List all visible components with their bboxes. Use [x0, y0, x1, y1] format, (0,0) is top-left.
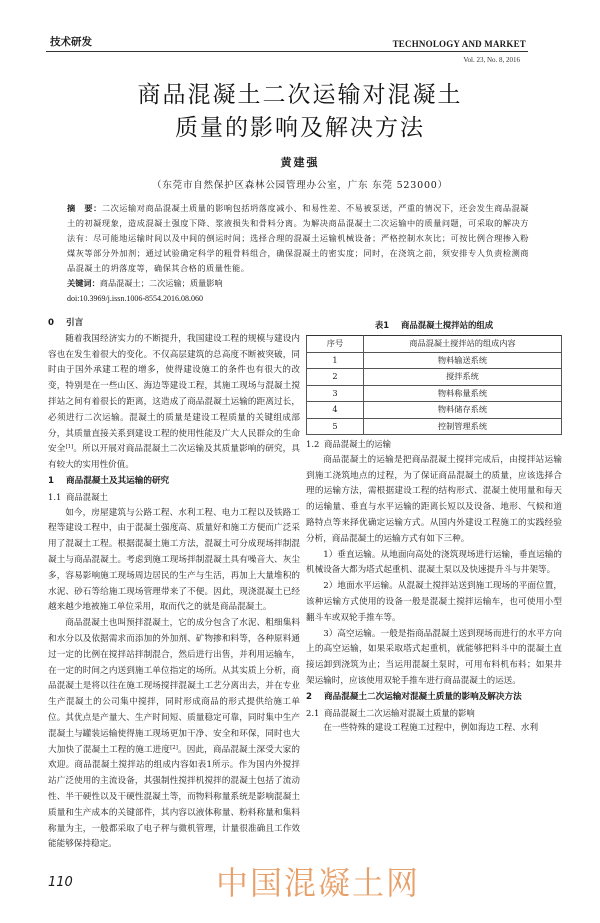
journal-name: TECHNOLOGY AND MARKET	[392, 39, 526, 49]
section-heading-2	[306, 690, 562, 706]
running-header	[46, 34, 528, 52]
page-footer	[48, 863, 528, 903]
table-cell: 5	[307, 418, 364, 435]
article-title-line-1: 商品混凝土二次运输对混凝土	[137, 82, 463, 108]
table-cell: 1	[307, 352, 364, 369]
page-number: 110	[48, 875, 73, 891]
section-number: 1	[48, 475, 54, 486]
subsection-heading-2-1	[306, 706, 562, 722]
paragraph: 在一些特殊的建设工程施工过程中，例如海边工程、水利	[323, 723, 539, 734]
table-mixing-station-components	[306, 335, 562, 435]
table-cell: 搅拌系统	[364, 369, 562, 386]
keywords-text: 商品混凝土；二次运输；质量影响	[99, 278, 223, 288]
table-cell: 物料储存系统	[364, 402, 562, 419]
article-title-line-2: 质量的影响及解决方法	[175, 115, 425, 141]
subsection-title: 商品混凝土二次运输对混凝土质量的影响	[324, 707, 475, 718]
table-cell: 物料称量系统	[364, 385, 562, 402]
table-header-cell: 序号	[307, 336, 364, 353]
article-author: 黄建强	[280, 156, 320, 169]
table-cell: 控制管理系统	[364, 418, 562, 435]
citation-ref[interactable]: [2]	[170, 744, 178, 751]
subsection-heading-1-1	[48, 490, 300, 506]
paragraph: 1）垂直运输。从地面向高处的浇筑现场进行运输，垂直运输的机械设备大都为塔式起重机、混凝土泵以及快速提升斗与井架等。	[306, 549, 562, 576]
paragraph: 2）地面水平运输。从混凝土搅拌站送到施工现场的平面位置，该种运输方式使用的设备一般是混凝土搅拌运输车，也可使用小型翻斗车或双轮手推车等。	[306, 581, 562, 623]
left-column	[48, 316, 300, 853]
abstract	[67, 201, 529, 276]
citation-ref[interactable]: [1]	[65, 444, 74, 451]
subsection-heading-1-2	[306, 437, 562, 453]
body-columns	[48, 316, 562, 853]
author-affiliation: （东莞市自然保护区森林公园管理办公室，广东 东莞 523000）	[152, 180, 448, 191]
subsection-number: 1.2	[306, 439, 320, 449]
table-header-cell: 商品混凝土搅拌站的组成内容	[364, 336, 562, 353]
section-title: 引言	[66, 318, 84, 328]
journal-section-label: 技术研发	[50, 36, 92, 48]
abstract-text: 二次运输对商品混凝土质量的影响包括坍落度减小、和易性差、不易被泵送，严重的情况下，还会发生商品混凝土的初凝现象，造成混凝土强度下降、浆液损失和骨料分离。为解决商品混凝土二次运输中的质量问题，可采取的解决方法有：尽可能地运输时间以及中间的倒运时间；选择合理的混凝土运输机械设备；严格控制水灰比；可按比例合理掺入粉煤灰等部分外加剂；通过试验确定科学的粗骨料组合，确保混凝土的密实度；同时，在浇筑之前，须安排专人负责检测商品混凝土的坍落度等，确保其合格的质量性能。	[67, 203, 529, 273]
table-caption	[306, 318, 562, 333]
paragraph-text: 。因此，商品混凝土深受大家的欢迎。商品混凝土搅拌站的组成内容如表1所示。作为国内外搅拌站广泛使用的主流设备，其强制性搅拌机搅拌的混凝土包括了流动性、半干硬性以及干硬性混凝土等，而物料称量系统是影响混凝土质量和生产成本的关键部件，其内容以液体称量、粉料称量和集料称量为主，一般都采取了电子秤与微机管理，计量很准确且工作效能能够保持稳定。	[48, 744, 300, 850]
subsection-title: 商品混凝土	[66, 491, 108, 502]
table-row	[307, 369, 562, 386]
keywords	[67, 276, 528, 291]
table-cell: 4	[307, 402, 364, 419]
keywords-label: 关键词：	[67, 278, 100, 288]
paragraph: 如今，房屋建筑与公路工程、水利工程、电力工程以及铁路工程等建设工程中，由于混凝土强度高、质量好和施工方便而广泛采用了混凝土工程。根据混凝土施工方法，混凝土可分成现场拌制混凝土与商品混凝土。考虑到施工现场拌制混凝土具有噪音大、灰尘多，容易影响施工现场周边居民的生产与生活，再加上大量堆积的水泥、砂石等给施工现场管理带来了不便。因此，现浇混凝土已经越来越少地被施工单位采用，取而代之的就是商品混凝土。	[48, 507, 300, 613]
table-title: 商品混凝土搅拌站的组成	[401, 320, 494, 330]
doi: doi:10.3969/j.issn.1006-8554.2016.08.060	[67, 294, 204, 303]
section-title: 商品混凝土二次运输对混凝土质量的影响及解决方法	[324, 691, 522, 702]
table-number: 表1	[374, 320, 390, 330]
subsection-number: 1.1	[48, 491, 62, 502]
paragraph-text: 商品混凝土也叫预拌混凝土，它的成分包含了水泥、粗细集料和水分以及依据需求而添加的外加剂、矿物掺和料等，各种原料通过一定的比例在搅拌站拌制混合，然后进行出售，并利用运输车，在一定的时间之内送到施工单位指定的场所。从其实质上分析，商品混凝土是将以往在施工现场搅拌混凝土工艺分离出去，并在专业生产混凝土的公司集中搅拌，同时形成商品的形式提供给施工单位。其优点是产量大、生产时间短、质量稳定可靠，同时集中生产混凝土与罐装运输使得施工现场更加干净、安全和环保，同时也大大加快了混凝土工程的施工进度	[48, 618, 300, 755]
section-number: 2	[306, 691, 312, 702]
section-heading-1	[48, 474, 300, 490]
intro-paragraph	[48, 332, 300, 474]
table-cell: 2	[307, 369, 364, 386]
paragraph-text: 随着我国经济实力的不断提升，我国建设工程的规模与建设内容也在发生着很大的变化。不仅高层建筑的总高度不断被突破，同时由于国外承建工程的增多，使得建设施工的条件也有很大的改变，特别是在一些山区、海边等建设工程，其施工现场与混凝土搅拌站之间有着很长的距离，这造成了商品混凝土运输的距离过长，必须进行二次运输。混凝土的质量是建设工程质量的关键组成部分，其质量直接关系到建设工程的使用性能及广大人民群众的生命安全	[48, 333, 300, 455]
paragraph-text: 。所以开展对商品混凝土二次运输及其质量影响的研究，具有较大的实用性价值。	[48, 444, 300, 471]
section-title: 商品混凝土及其运输的研究	[66, 475, 170, 486]
abstract-label: 摘 要：	[67, 203, 102, 213]
table-row	[307, 418, 562, 435]
section-number: 0	[48, 318, 54, 328]
subsection-number: 2.1	[306, 707, 320, 718]
subsection-title: 商品混凝土的运输	[324, 439, 391, 449]
paragraph: 3）高空运输。一般是指商品混凝土送到现场而进行的水平方向上的高空运输，如果采取塔式起重机，就能够把料斗中的混凝土直接运卸到浇筑为止；当运用混凝土泵时，可用布料机布料；如果井架运输时，应该使用双轮手推车进行商品混凝土的运送。	[306, 628, 562, 686]
table-row	[307, 385, 562, 402]
table-header-row	[307, 336, 562, 353]
watermark: 中国混凝土网	[215, 864, 420, 903]
table-row	[307, 352, 562, 369]
journal-volume: Vol. 23, No. 8, 2016	[463, 56, 520, 64]
paragraph	[48, 616, 300, 853]
section-heading-intro	[48, 316, 300, 332]
table-cell: 3	[307, 385, 364, 402]
table-cell: 物料输送系统	[364, 352, 562, 369]
paragraph: 商品混凝土的运输是把商品混凝土搅拌完成后，由搅拌站运输到施工浇筑地点的过程，为了保证商品混凝土的质量，应该选择合理的运输方法，需根据建设工程的结构形式、混凝土使用量和每天的运输量、垂直与水平运输的距离长短以及设备、地形、气候和道路特点等来择优确定运输方式。从国内外建设工程施工的实践经验分析，商品混凝土的运输方式有如下三种。	[306, 454, 562, 544]
table-row	[307, 402, 562, 419]
right-column	[306, 316, 562, 737]
